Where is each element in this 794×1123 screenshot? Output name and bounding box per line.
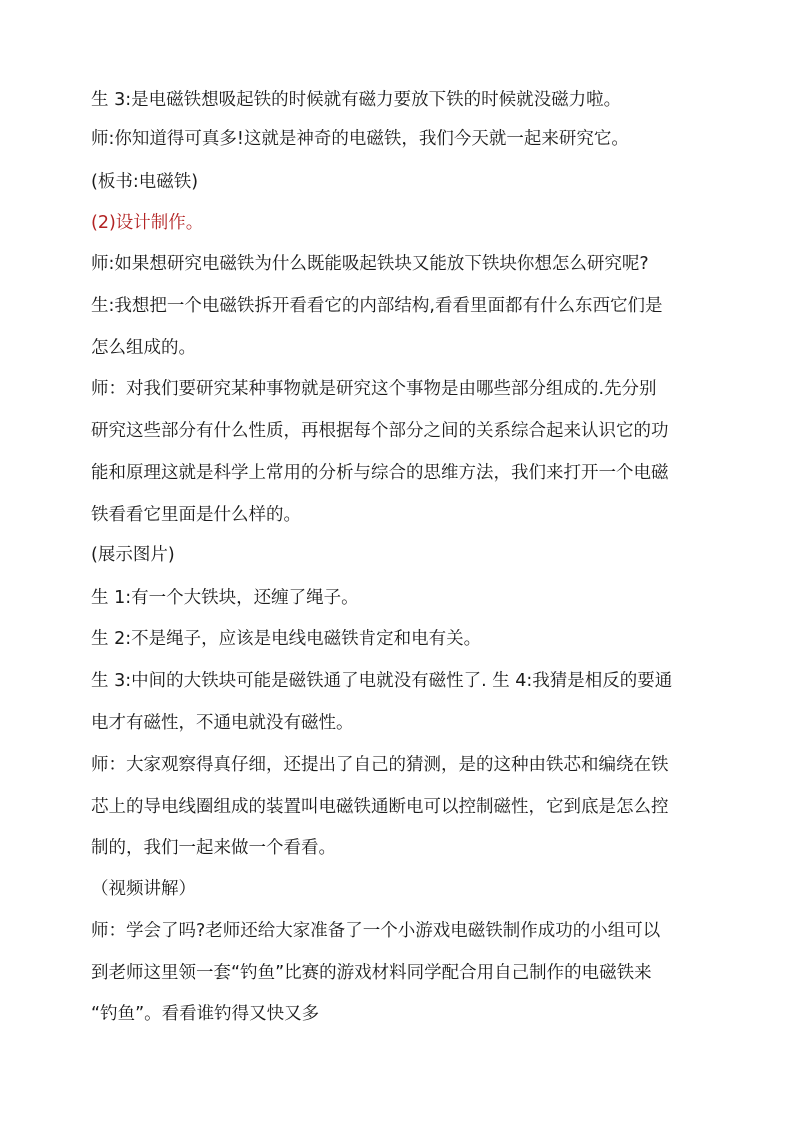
text-line: 电才有磁性，不通电就没有磁性。 [91,713,354,733]
section-heading: (2)设计制作。 [91,213,204,233]
text-line: （视频讲解） [91,879,196,899]
text-line: 能和原理这就是科学上常用的分析与综合的思维方法，我们来打开一个电磁 [91,463,669,483]
text-line: 研究这些部分有什么性质，再根据每个部分之间的关系综合起来认识它的功 [91,421,669,441]
text-line: “钓鱼”。看看谁钓得又快又多 [91,1004,320,1024]
text-line: 生:我想把一个电磁铁拆开看看它的内部结构,看看里面都有什么东西它们是 [91,296,663,316]
text-line: 师:如果想研究电磁铁为什么既能吸起铁块又能放下铁块你想怎么研究呢? [91,254,649,274]
text-line: 芯上的导电线圈组成的装置叫电磁铁通断电可以控制磁性，它到底是怎么控 [91,797,669,817]
text-line: 生 1:有一个大铁块，还缠了绳子。 [91,588,359,608]
text-line: (展示图片) [91,545,175,565]
text-line: 怎么组成的。 [91,338,196,358]
text-line: 师：大家观察得真仔细，还提出了自己的猜测，是的这种由铁芯和编绕在铁 [91,755,669,775]
text-line: 生 3:中间的大铁块可能是磁铁通了电就没有磁性了. 生 4:我猜是相反的要通 [91,671,673,691]
text-line: 生 2:不是绳子，应该是电线电磁铁肯定和电有关。 [91,629,482,649]
text-line: 师：学会了吗?老师还给大家准备了一个小游戏电磁铁制作成功的小组可以 [91,921,661,941]
text-line: 到老师这里领一套“钓鱼”比赛的游戏材料同学配合用自己制作的电磁铁来 [91,963,652,983]
text-line: 师：对我们要研究某种事物就是研究这个事物是由哪些部分组成的.先分别 [91,379,657,399]
text-line: (板书:电磁铁) [91,172,199,192]
text-line: 制的，我们一起来做一个看看。 [91,838,336,858]
text-line: 师:你知道得可真多!这就是神奇的电磁铁，我们今天就一起来研究它。 [91,129,629,149]
text-line: 铁看看它里面是什么样的。 [91,505,301,525]
text-line: 生 3:是电磁铁想吸起铁的时候就有磁力要放下铁的时候就没磁力啦。 [91,90,622,110]
